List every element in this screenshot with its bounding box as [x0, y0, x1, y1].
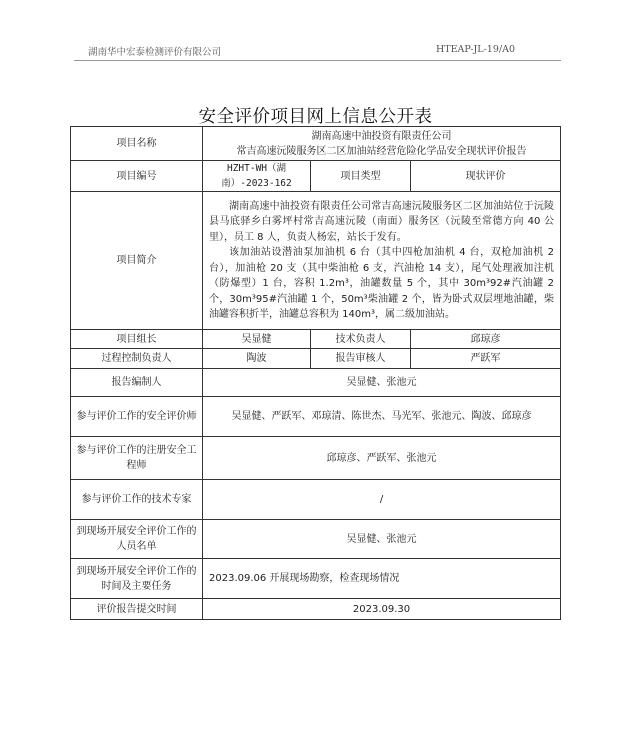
header-company: 湖南华中宏泰检测评价有限公司	[88, 47, 222, 58]
leader-value: 吴显健	[203, 330, 311, 349]
evaluators-value: 吴显健、严跃军、邓琼清、陈世杰、马光军、张池元、陶波、邱琼彦	[203, 397, 561, 437]
row-experts	[71, 480, 561, 520]
project-name-label: 项目名称	[71, 127, 203, 161]
site-time-value: 2023.09.06 开展现场勘察，检查现场情况	[203, 559, 561, 599]
row-submit	[71, 599, 561, 620]
process-label: 过程控制负责人	[71, 349, 203, 369]
tech-label: 技术负责人	[311, 330, 411, 349]
row-intro	[71, 192, 561, 330]
project-name-line2: 常吉高速沅陵服务区二区加油站经营危险化学品安全现状评价报告	[236, 145, 527, 157]
reviewer-value: 严跃军	[411, 349, 561, 369]
site-time-label: 到现场开展安全评价工作的时间及主要任务	[71, 559, 203, 599]
experts-value: /	[203, 480, 561, 520]
header-doc-code: HTEAP-JL-19/A0	[435, 44, 515, 55]
submit-label: 评价报告提交时间	[71, 599, 203, 620]
row-site-time	[71, 559, 561, 599]
tech-value: 邱琼彦	[411, 330, 561, 349]
project-type-label: 项目类型	[311, 161, 411, 192]
project-name-value	[203, 127, 561, 161]
intro-value	[203, 192, 561, 330]
row-engineers	[71, 437, 561, 480]
row-site-staff	[71, 520, 561, 559]
evaluators-label: 参与评价工作的安全评价师	[71, 397, 203, 437]
writer-value: 吴显健、张池元	[203, 369, 561, 397]
submit-value: 2023.09.30	[203, 599, 561, 620]
row-writer	[71, 369, 561, 397]
row-leader	[71, 330, 561, 349]
project-no-label: 项目编号	[71, 161, 203, 192]
project-name-line1: 湖南高速中油投资有限责任公司	[311, 130, 452, 142]
row-project-no	[71, 161, 561, 192]
row-process	[71, 349, 561, 369]
info-table	[70, 126, 561, 620]
engineers-label: 参与评价工作的注册安全工程师	[71, 437, 203, 480]
intro-paragraph-2: 该加油站设潜油泵加油机 6 台（其中四枪加油机 4 台，双枪加油机 2 台），加油枪 20 支（其中柴油枪 6 支，汽油枪 14 支），尾气处理液加注机（防爆型）1 台，容积 1.2m³，油罐数量 5 个，其中 30m³92#汽油罐 2 个，30m³95#汽油罐 1 个，50m³柴油罐 2 个，皆为卧式双层埋地油罐，柴油罐容积折半，油罐总容积为 140m³，属二级加油站。	[209, 247, 555, 320]
process-value: 陶波	[203, 349, 311, 369]
site-staff-label: 到现场开展安全评价工作的人员名单	[71, 520, 203, 559]
project-no-value: HZHT-WH（湖南）-2023-162	[203, 161, 311, 192]
writer-label: 报告编制人	[71, 369, 203, 397]
row-evaluators	[71, 397, 561, 437]
row-project-name	[71, 127, 561, 161]
header-divider	[74, 60, 561, 61]
experts-label: 参与评价工作的技术专家	[71, 480, 203, 520]
site-staff-value: 吴显健、张池元	[203, 520, 561, 559]
project-type-value: 现状评价	[411, 161, 561, 192]
leader-label: 项目组长	[71, 330, 203, 349]
engineers-value: 邱琼彦、严跃军、张池元	[203, 437, 561, 480]
intro-paragraph-1: 湖南高速中油投资有限责任公司常吉高速沅陵服务区二区加油站位于沅陵县马底驿乡白雾坪村常吉高速沅陵（南面）服务区（沅陵至常德方向 40 公里），员工 8 人，负责人杨宏，站长于发有。	[209, 200, 555, 243]
reviewer-label: 报告审核人	[311, 349, 411, 369]
page-title: 安全评价项目网上信息公开表	[198, 107, 433, 127]
intro-label: 项目简介	[71, 192, 203, 330]
